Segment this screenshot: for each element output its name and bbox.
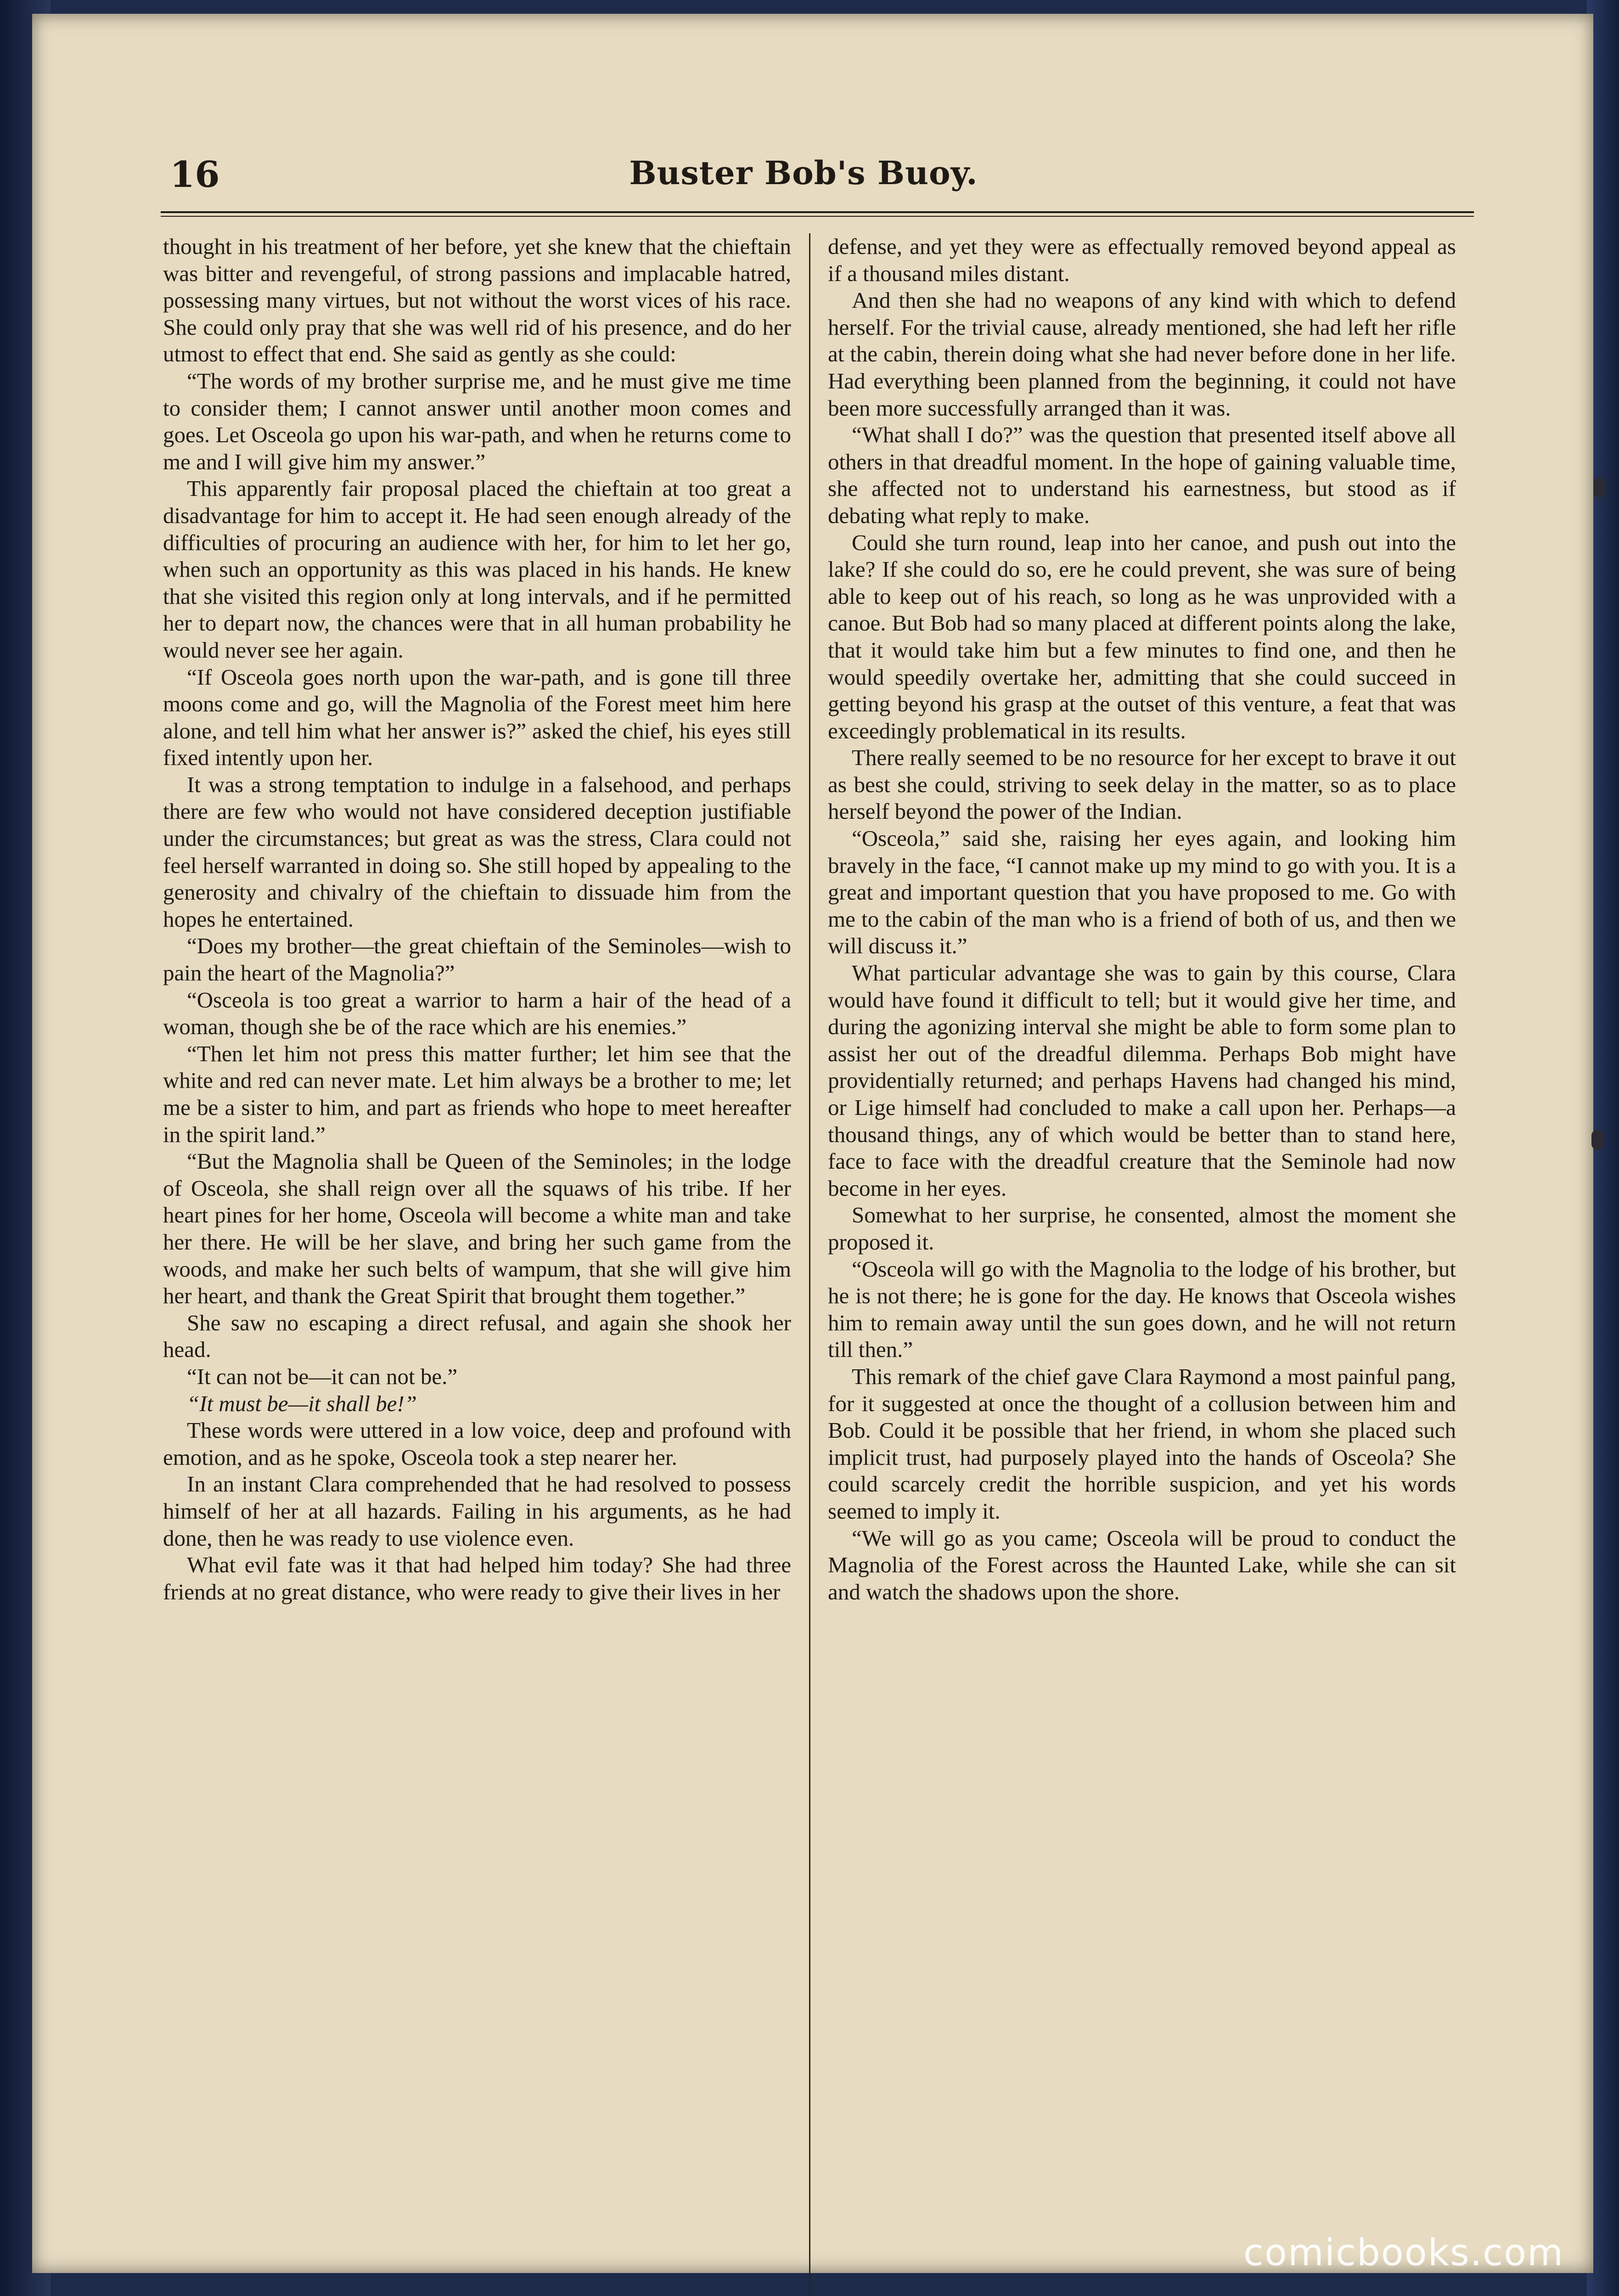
paragraph: “What shall I do?” was the question that presented itself above all others in that dreadful moment. In the hope of gaining valuable time, she affected not to understand his earnestness, but stood as if debating what reply to make. <box>828 422 1456 528</box>
right-column <box>828 233 1456 2130</box>
staple-mark <box>1591 1130 1603 1150</box>
text-columns <box>163 233 1467 2130</box>
paragraph: “Does my brother—the great chieftain of the Seminoles—wish to pain the heart of the Magnolia?” <box>163 933 791 986</box>
paragraph: Somewhat to her surprise, he consented, almost the moment she proposed it. <box>828 1202 1456 1255</box>
paragraph: This apparently fair proposal placed the chieftain at too great a disadvantage for him to accept it. He had seen enough already of the difficulties of procuring an audience with her, for him to let her go, when such an opportunity as this was placed in his hands. He knew that she visited this region only at long intervals, and if he permitted her to depart now, the chances were that in all human probability he would never see her again. <box>163 476 791 663</box>
paragraph: thought in his treatment of her before, yet she knew that the chieftain was bitter and revengeful, of strong passions and implacable hatred, possessing many virtues, but not without the worst vices of his race. She could only pray that she was well rid of his presence, and do her utmost to effect that end. She said as gently as she could: <box>163 234 791 367</box>
staple-mark <box>1593 478 1605 498</box>
paragraph: Could she turn round, leap into her canoe, and push out into the lake? If she could do so, ere he could prevent, she was sure of being able to keep out of his reach, so long as he was unprovided with a canoe. But Bob had so many placed at different points along the lake, that it would take him but a few minutes to find one, and then he would speedily overtake her, admitting that she could succeed in getting beyond his grasp at the outset of this venture, a feat that was exceedingly problematical in its results. <box>828 529 1456 743</box>
paragraph: And then she had no weapons of any kind with which to defend herself. For the trivial cause, already mentioned, she had left her rifle at the cabin, therein doing what she had never before done in her life. Had everything been planned from the beginning, it could not have been more successfully arranged than it was. <box>828 287 1456 421</box>
paragraph: “Osceola,” said she, raising her eyes again, and looking him bravely in the face, “I cannot make up my mind to go with you. It is a great and important question that you have proposed to me. Go with me to the cabin of the man who is a friend of both of us, and then we will discuss it.” <box>828 826 1456 959</box>
site-watermark: comicbooks.com <box>1243 2231 1564 2274</box>
running-title: Buster Bob's Buoy. <box>629 154 978 192</box>
paragraph: She saw no escaping a direct refusal, and again she shook her head. <box>163 1310 791 1362</box>
paragraph: What particular advantage she was to gain by this course, Clara would have found it difficult to tell; but it would give her time, and during the agonizing interval she might be able to form some plan to assist her out of the dreadful dilemma. Perhaps Bob might have providentially returned; and perhaps Havens had changed his mind, or Lige himself had concluded to make a call upon her. Perhaps—a thousand things, any of which would be better than to stand here, face to face with the dreadful creature that the Seminole had now become in her eyes. <box>828 960 1456 1201</box>
paragraph: This remark of the chief gave Clara Raymond a most painful pang, for it suggested at once the thought of a collusion between him and Bob. Could it be possible that her friend, in whom she placed such implicit trust, had purposely played into the hands of Osceola? She could scarcely credit the horrible suspicion, and yet his words seemed to imply it. <box>828 1363 1456 1524</box>
paragraph: In an instant Clara comprehended that he had resolved to possess himself of her at all hazards. Failing in his arguments, as he had done, then he was ready to use violence even. <box>163 1471 791 1551</box>
paragraph: There really seemed to be no resource for her except to brave it out as best she could, striving to seek delay in the matter, so as to place herself beyond the power of the Indian. <box>828 745 1456 824</box>
paragraph: It was a strong temptation to indulge in a falsehood, and perhaps there are few who would not have considered deception justifiable under the circumstances; but great as was the stress, Clara could not feel herself warranted in doing so. She still hoped by appealing to the generosity and chivalry of the chieftain to dissuade him from the hopes he entertained. <box>163 771 791 932</box>
paragraph: defense, and yet they were as effectually removed beyond appeal as if a thousand miles distant. <box>828 234 1456 286</box>
paragraph: “Osceola will go with the Magnolia to the lodge of his brother, but he is not there; he is gone for the day. He knows that Osceola wishes him to remain away until the sun goes down, and he will not return till then.” <box>828 1256 1456 1362</box>
paragraph: “Then let him not press this matter further; let him see that the white and red can never mate. Let him always be a brother to me; let me be a sister to him, and part as friends who hope to meet hereafter in the spirit land.” <box>163 1041 791 1147</box>
paragraph: “It must be—it shall be!” <box>187 1390 417 1416</box>
column-divider <box>809 233 810 2296</box>
page-header <box>133 152 1474 202</box>
paragraph: “We will go as you came; Osceola will be proud to conduct the Magnolia of the Forest across the Haunted Lake, while she can sit and watch the shadows upon the shore. <box>828 1525 1456 1604</box>
paragraph: What evil fate was it that had helped him today? She had three friends at no great distance, who were ready to give their lives in her <box>163 1552 791 1604</box>
page-content <box>133 152 1474 2186</box>
paragraph: “It can not be—it can not be.” <box>187 1363 458 1389</box>
left-column <box>163 233 791 2130</box>
header-rule <box>161 211 1474 217</box>
paragraph: “Osceola is too great a warrior to harm a hair of the head of a woman, though she be of the race which are his enemies.” <box>163 987 791 1040</box>
paragraph: “If Osceola goes north upon the war-path, and is gone till three moons come and go, will the Magnolia of the Forest meet him here alone, and tell him what her answer is?” asked the chief, his eyes still fixed intently upon her. <box>163 664 791 771</box>
page-number: 16 <box>170 154 220 196</box>
paragraph: “But the Magnolia shall be Queen of the Seminoles; in the lodge of Osceola, she shall reign over all the squaws of his tribe. If her heart pines for her home, Osceola will become a white man and take her there. He will be her slave, and bring her such game from the woods, and make her such belts of wampum, that she will give him her heart, and thank the Great Spirit that brought them together.” <box>163 1148 791 1309</box>
paragraph: “The words of my brother surprise me, and he must give me time to consider them; I cannot answer until another moon comes and goes. Let Osceola go upon his war-path, and when he returns come to me and I will give him my answer.” <box>163 368 791 474</box>
paragraph: These words were uttered in a low voice, deep and profound with emotion, and as he spoke, Osceola took a step nearer her. <box>163 1418 791 1470</box>
